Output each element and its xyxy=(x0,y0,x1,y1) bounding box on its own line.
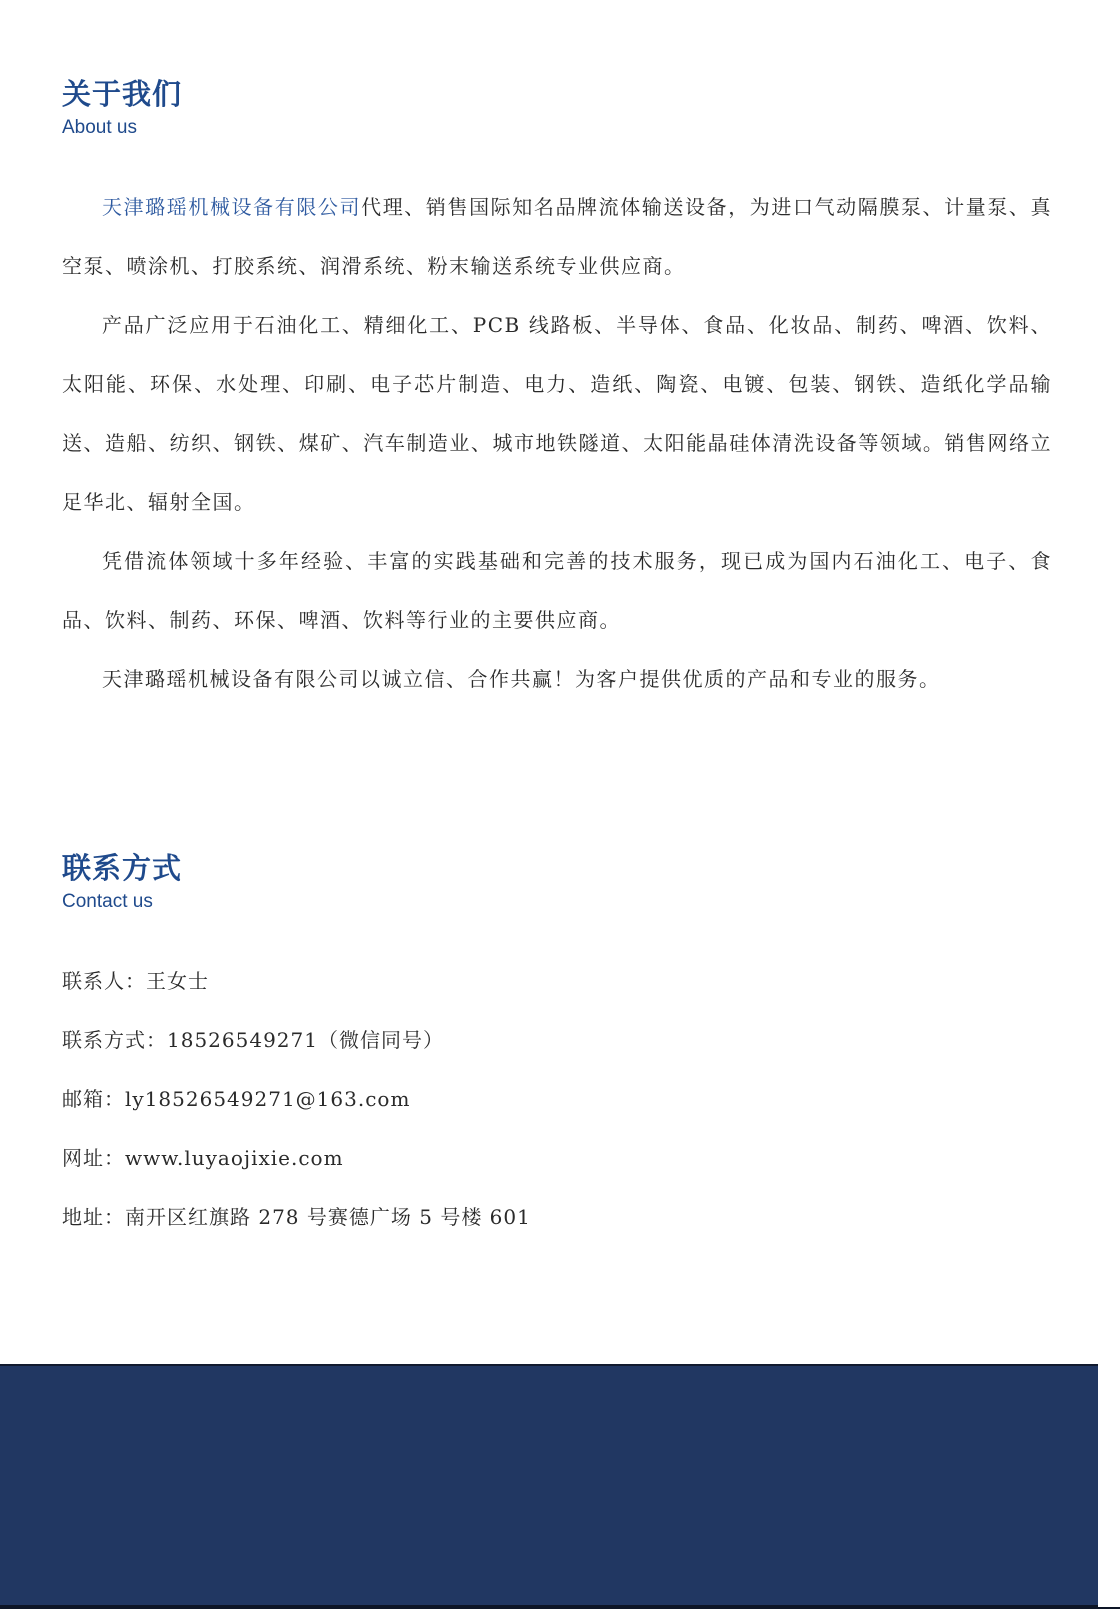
contact-title: 联系方式 xyxy=(62,851,183,885)
footer-band xyxy=(0,1364,1120,1609)
about-body xyxy=(62,178,1052,709)
contact-section xyxy=(62,850,1052,1247)
contact-person: 联系人：王女士 xyxy=(62,969,209,993)
about-title: 关于我们 xyxy=(62,77,183,111)
contact-phone: 联系方式：18526549271（微信同号） xyxy=(62,1028,444,1052)
contact-address: 地址：南开区红旗路 278 号赛德广场 5 号楼 601 xyxy=(62,1205,531,1229)
about-paragraph-3: 凭借流体领域十多年经验、丰富的实践基础和完善的技术服务，现已成为国内石油化工、电子、食品、饮料、制药、环保、啤酒、饮料等行业的主要供应商。 xyxy=(62,549,1052,632)
about-paragraph-1 xyxy=(62,178,1052,296)
company-name-link[interactable]: 天津璐瑶机械设备有限公司 xyxy=(102,195,362,219)
about-paragraph-1-text: 代理、销售国际知名品牌流体输送设备，为进口气动隔膜泵、计量泵、真空泵、喷涂机、打胶系统、润滑系统、粉末输送系统专业供应商。 xyxy=(62,195,1053,278)
right-margin xyxy=(1098,0,1120,1607)
contact-body xyxy=(62,952,1052,1247)
contact-subtitle: Contact us xyxy=(62,891,153,912)
about-paragraph-2: 产品广泛应用于石油化工、精细化工、PCB 线路板、半导体、食品、化妆品、制药、啤酒、饮料、太阳能、环保、水处理、印刷、电子芯片制造、电力、造纸、陶瓷、电镀、包装、钢铁、造纸化学品输送、造船、纺织、钢铁、煤矿、汽车制造业、城市地铁隧道、太阳能晶硅体清洗设备等领域。销售网络立足华北、辐射全国。 xyxy=(62,313,1052,514)
about-paragraph-4: 天津璐瑶机械设备有限公司以诚立信、合作共赢！为客户提供优质的产品和专业的服务。 xyxy=(102,667,941,691)
about-subtitle: About us xyxy=(62,117,137,138)
footer-bottom-border xyxy=(0,1605,1120,1609)
about-section xyxy=(62,76,1052,709)
contact-email: 邮箱：ly18526549271@163.com xyxy=(62,1087,411,1111)
contact-website: 网址：www.luyaojixie.com xyxy=(62,1146,344,1170)
